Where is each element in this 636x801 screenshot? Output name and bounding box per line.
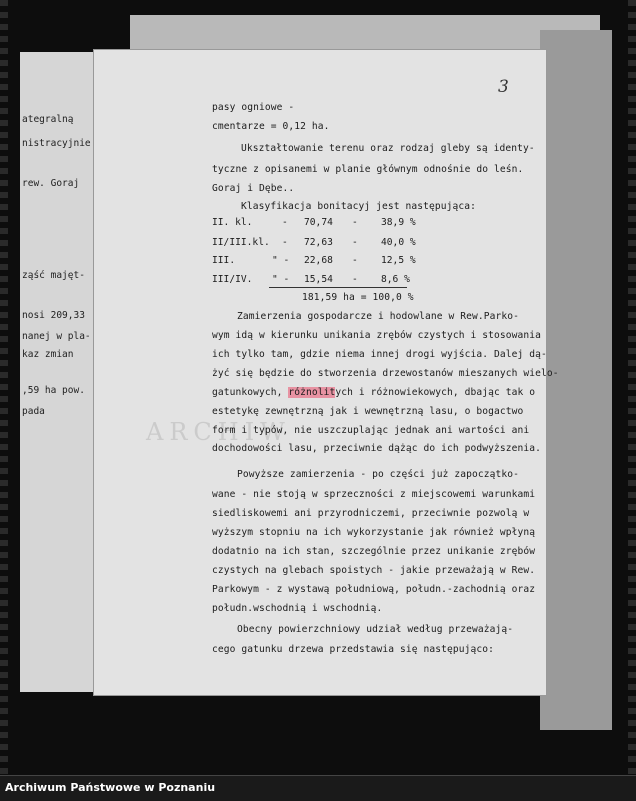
area-cell: 22,68 [304, 255, 333, 266]
dash-cell: - [352, 274, 358, 285]
text-line: cmentarze = 0,12 ha. [212, 121, 330, 132]
back-page-line: kaz zmian [22, 349, 74, 360]
back-page-line: ząść majęt- [22, 270, 85, 281]
film-edge-right [628, 0, 636, 775]
dash-cell: - [352, 237, 358, 248]
class-cell: II/III.kl. [212, 237, 270, 248]
percent-cell: 40,0 % [381, 237, 416, 248]
class-cell: III. [212, 255, 236, 266]
text-line: Powyższe zamierzenia - po części już zapoczątko- [237, 469, 520, 480]
archive-watermark: ARCHIW [146, 418, 291, 446]
class-cell: II. kl. [212, 217, 253, 228]
text-line: Parkowym - z wystawą południową, połudn.-zachodnią oraz [212, 584, 536, 595]
text-line: połudn.wschodnią i wschodnią. [212, 603, 383, 614]
dash-cell: - [352, 217, 358, 228]
text-line [212, 387, 535, 398]
text-line: wane - nie stoją w sprzeczności z miejscowemi warunkami [212, 489, 536, 500]
area-cell: 70,74 [304, 217, 333, 228]
percent-cell: 38,9 % [381, 217, 416, 228]
archive-footer-bar [0, 775, 636, 801]
text-line: estetykę zewnętrzną jak i wewnętrzną lasu, o bogactwo [212, 406, 524, 417]
table-total: 181,59 ha = 100,0 % [302, 292, 414, 303]
back-page-line: nosi 209,33 [22, 310, 85, 321]
text-line: dochodowości lasu, przeciwnie dążąc do ich podwyższenia. [212, 443, 542, 454]
text-line: cego gatunku drzewa przedstawia się następująco: [212, 644, 495, 655]
text-segment: gatunkowych, [212, 387, 289, 398]
dash-cell: - [352, 255, 358, 266]
highlighted-word: różnolit [288, 387, 336, 398]
page-number: 3 [498, 77, 509, 97]
text-line: dodatnio na ich stan, szczególnie przez unikanie zrębów [212, 546, 536, 557]
dash-cell: " - [272, 255, 290, 266]
text-line: ich tylko tam, gdzie niema innej drogi wyjścia. Dalej dą- [212, 349, 547, 360]
archive-label: Archiwum Państwowe w Poznaniu [5, 781, 216, 794]
text-line: Klasyfikacja bonitacyj jest następująca: [241, 201, 477, 212]
text-line: wym idą w kierunku unikania zrębów czystych i stosowania [212, 330, 542, 341]
text-line: wyższym stopniu na ich wykorzystanie jak również wpłyną [212, 527, 536, 538]
text-line: czystych na glebach spoistych - jakie przeważają w Rew. [212, 565, 536, 576]
back-page-line: ,59 ha pow. [22, 385, 85, 396]
dash-cell: " - [272, 274, 290, 285]
class-cell: III/IV. [212, 274, 253, 285]
text-line: Goraj i Dębe.. [212, 183, 295, 194]
text-line: Ukształtowanie terenu oraz rodzaj gleby są identy- [241, 143, 535, 154]
film-edge-left [0, 0, 8, 775]
text-line: tyczne z opisanemi w planie głównym odnośnie do leśn. [212, 164, 524, 175]
back-page-right [540, 30, 612, 730]
back-page-line: nanej w pla- [22, 331, 91, 342]
back-page-line: pada [22, 406, 45, 417]
dash-cell: - [282, 217, 288, 228]
text-line: Zamierzenia gospodarcze i hodowlane w Rew.Parko- [237, 311, 520, 322]
area-cell: 15,54 [304, 274, 333, 285]
text-line: form i typów, nie uszczuplając jednak ani wartości ani [212, 425, 530, 436]
table-sum-rule [269, 287, 407, 288]
text-line: żyć się będzie do stworzenia drzewostanów mieszanych wielo- [212, 368, 559, 379]
back-page-line: rew. Goraj [22, 178, 80, 189]
percent-cell: 12,5 % [381, 255, 416, 266]
document-page [94, 50, 559, 695]
back-page-line: nistracyjnie [22, 138, 91, 149]
text-line: siedliskowemi ani przyrodniczemi, przeciwnie pozwolą w [212, 508, 530, 519]
dash-cell: - [282, 237, 288, 248]
area-cell: 72,63 [304, 237, 333, 248]
text-segment: ych i różnowiekowych, dbając tak o [335, 387, 536, 398]
text-line: Obecny powierzchniowy udział według przeważają- [237, 624, 514, 635]
percent-cell: 8,6 % [381, 274, 410, 285]
back-page-line: ategralną [22, 114, 74, 125]
text-line: pasy ogniowe - [212, 102, 295, 113]
